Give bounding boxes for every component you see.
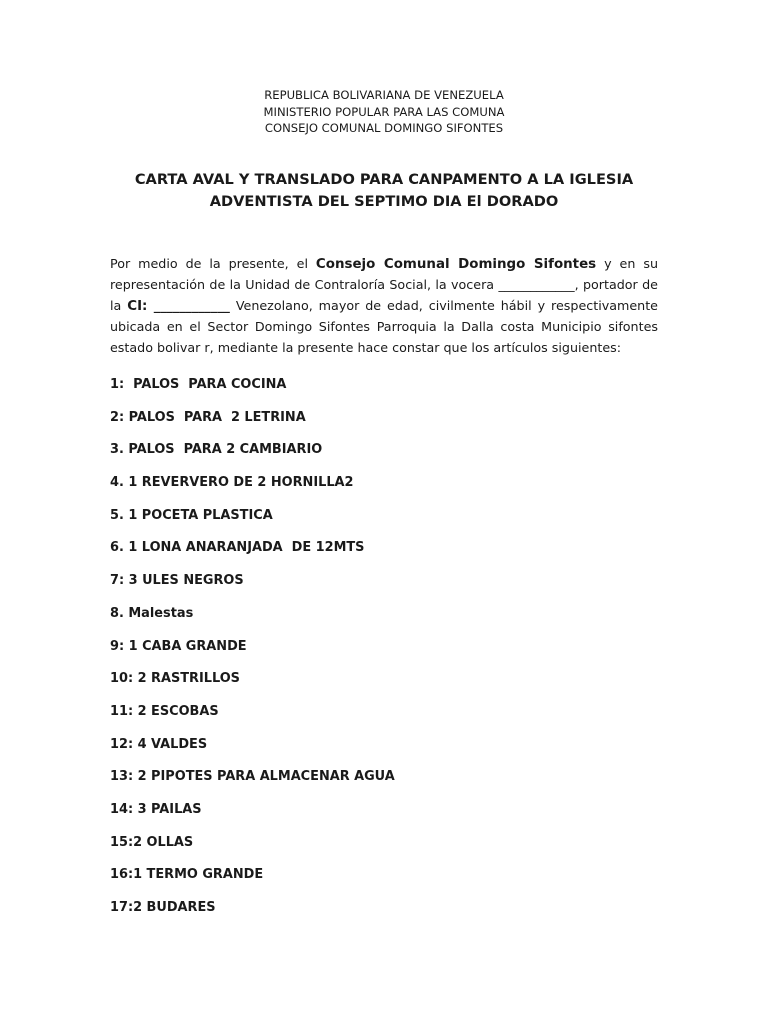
list-item: 3. PALOS PARA 2 CAMBIARIO [110,442,323,458]
header-line-council: CONSEJO COMUNAL DOMINGO SIFONTES [264,121,504,135]
ci-label: CI: [127,298,148,314]
list-item: 5. 1 POCETA PLASTICA [110,507,273,523]
list-item: 1: PALOS PARA COCINA [110,377,287,392]
list-item: 11: 2 ESCOBAS [110,703,219,719]
intro-text-end: Venezolano, mayor de edad, civilmente hábil y respectivamente ubicada en el Sector Domingo Sifontes Parroquia la Dalla costa Municipio sifontes estado bolivar r, mediante la presente hace constar que los artículos siguientes: [110,297,658,355]
document-title [120,169,648,212]
list-item: 10: 2 RASTRILLOS [110,671,240,687]
header-line-republic: REPUBLICA BOLIVARIANA DE VENEZUELA [264,88,504,102]
title-line-2: ADVENTISTA DEL SEPTIMO DIA El DORADO [209,192,559,210]
intro-text-representation: y en su representación de la Unidad de Contraloría Social, la vocera ____________, portador de la [110,255,658,313]
intro-paragraph [110,254,658,359]
list-item: 12: 4 VALDES [110,736,208,752]
header-line-ministry: MINISTERIO POPULAR PARA LAS COMUNA [263,104,505,119]
list-item: 16:1 TERMO GRANDE [110,867,264,883]
list-item: 14: 3 PAILAS [110,801,202,817]
list-item: 7: 3 ULES NEGROS [110,573,244,589]
intro-text-start: Por medio de la presente, el [110,255,316,271]
list-item: 17:2 BUDARES [110,900,216,915]
list-item: 15:2 OLLAS [110,834,194,850]
list-item: 9: 1 CABA GRANDE [110,638,247,654]
document-header [0,87,768,137]
council-name: Consejo Comunal Domingo Sifontes [315,256,597,272]
list-item: 6. 1 LONA ANARANJADA DE 12MTS [110,540,365,556]
title-line-1: CARTA AVAL Y TRANSLADO PARA CANPAMENTO A LA IGLESIA [134,171,634,188]
items-list [110,375,658,931]
list-item: 2: PALOS PARA 2 LETRINA [110,409,306,425]
list-item: 8. Malestas [110,605,194,621]
list-item: 4. 1 REVERVERO DE 2 HORNILLA2 [110,475,354,491]
list-item: 13: 2 PIPOTES PARA ALMACENAR AGUA [110,769,395,785]
ci-blank: ____________ [147,297,230,313]
